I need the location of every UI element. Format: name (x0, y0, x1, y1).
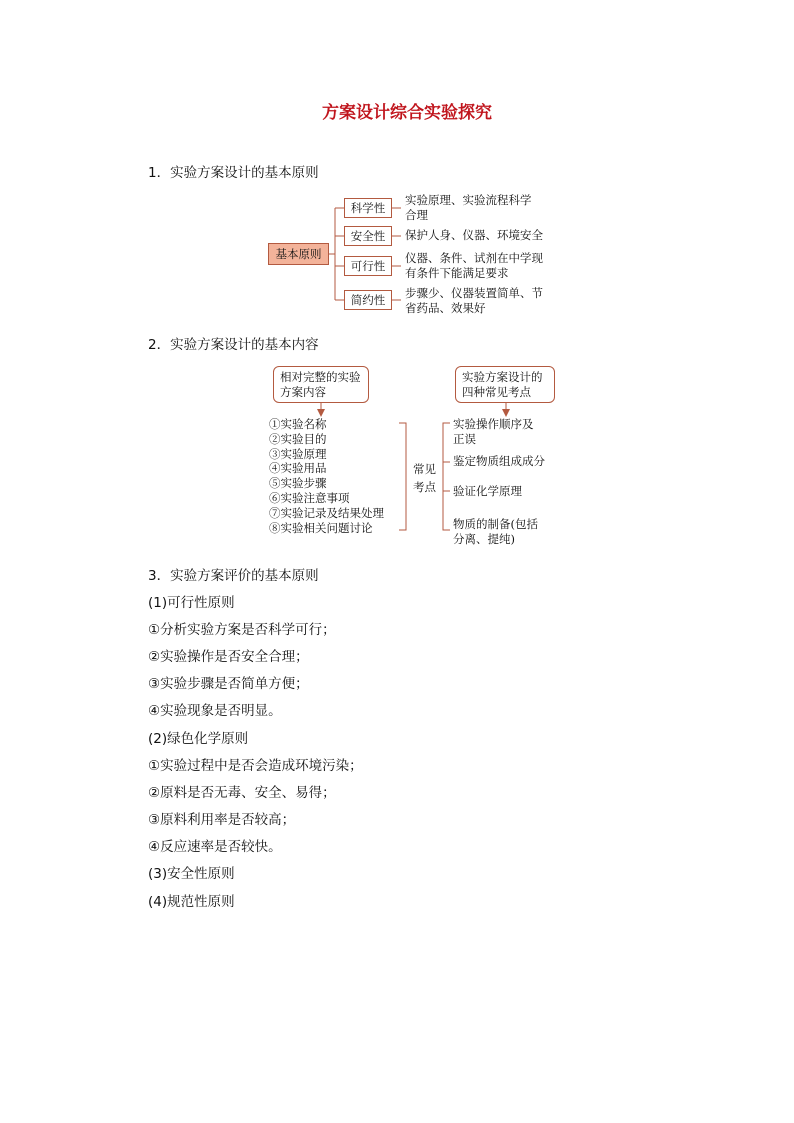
text-line: ①分析实验方案是否科学可行； (148, 622, 336, 638)
section2-heading: 2．实验方案设计的基本内容 (148, 337, 319, 353)
branch-simplicity-desc: 步骤少、仪器装置简单、节 省药品、效果好 (405, 286, 543, 315)
branch-scientific: 科学性 (344, 198, 392, 218)
branch-feasibility: 可行性 (344, 256, 392, 276)
page-title: 方案设计综合实验探究 (322, 103, 492, 123)
point-4: 物质的制备(包括 分离、提纯) (453, 517, 538, 546)
list-item: ⑥实验注意事项 (269, 490, 350, 505)
text-line: ③原料利用率是否较高； (148, 812, 296, 828)
sub-heading-feasibility: (1)可行性原则 (148, 595, 235, 611)
point-1: 实验操作顺序及 正误 (453, 417, 534, 446)
text-line: ②原料是否无毒、安全、易得； (148, 785, 336, 801)
text-line: ①实验过程中是否会造成环境污染； (148, 758, 363, 774)
text-line: ④实验现象是否明显。 (148, 703, 282, 719)
list-item: ⑦实验记录及结果处理 (269, 505, 384, 520)
root-box: 基本原则 (268, 243, 329, 265)
list-item: ④实验用品 (269, 461, 327, 476)
sub-heading-standard: (4)规范性原则 (148, 894, 235, 910)
list-item: ⑤实验步骤 (269, 476, 327, 491)
sub-heading-safety: (3)安全性原则 (148, 866, 235, 882)
section3-heading: 3．实验方案评价的基本原则 (148, 568, 319, 584)
branch-feasibility-desc: 仪器、条件、试剂在中学现 有条件下能满足要求 (405, 251, 543, 280)
text-line: ④反应速率是否较快。 (148, 839, 282, 855)
sub-heading-green: (2)绿色化学原则 (148, 731, 249, 747)
common-points-label: 常见 考点 (413, 462, 436, 494)
section1-heading: 1．实验方案设计的基本原则 (148, 165, 319, 181)
content-list (269, 417, 384, 535)
branch-safety: 安全性 (344, 226, 392, 246)
list-item: ①实验名称 (269, 417, 327, 431)
branch-safety-desc: 保护人身、仪器、环境安全 (405, 228, 543, 242)
list-item: ②实验目的 (269, 431, 327, 446)
text-line: ③实验步骤是否简单方便； (148, 676, 309, 692)
content-box: 相对完整的实验 方案内容 (273, 366, 369, 403)
list-item: ⑧实验相关问题讨论 (269, 520, 373, 535)
test-points-box: 实验方案设计的 四种常见考点 (455, 366, 555, 403)
text-line: ②实验操作是否安全合理； (148, 649, 309, 665)
list-item: ③实验原理 (269, 446, 327, 461)
point-2: 鉴定物质组成成分 (453, 454, 545, 468)
point-3: 验证化学原理 (453, 484, 522, 498)
branch-simplicity: 简约性 (344, 290, 392, 310)
branch-scientific-desc: 实验原理、实验流程科学 合理 (405, 193, 532, 222)
